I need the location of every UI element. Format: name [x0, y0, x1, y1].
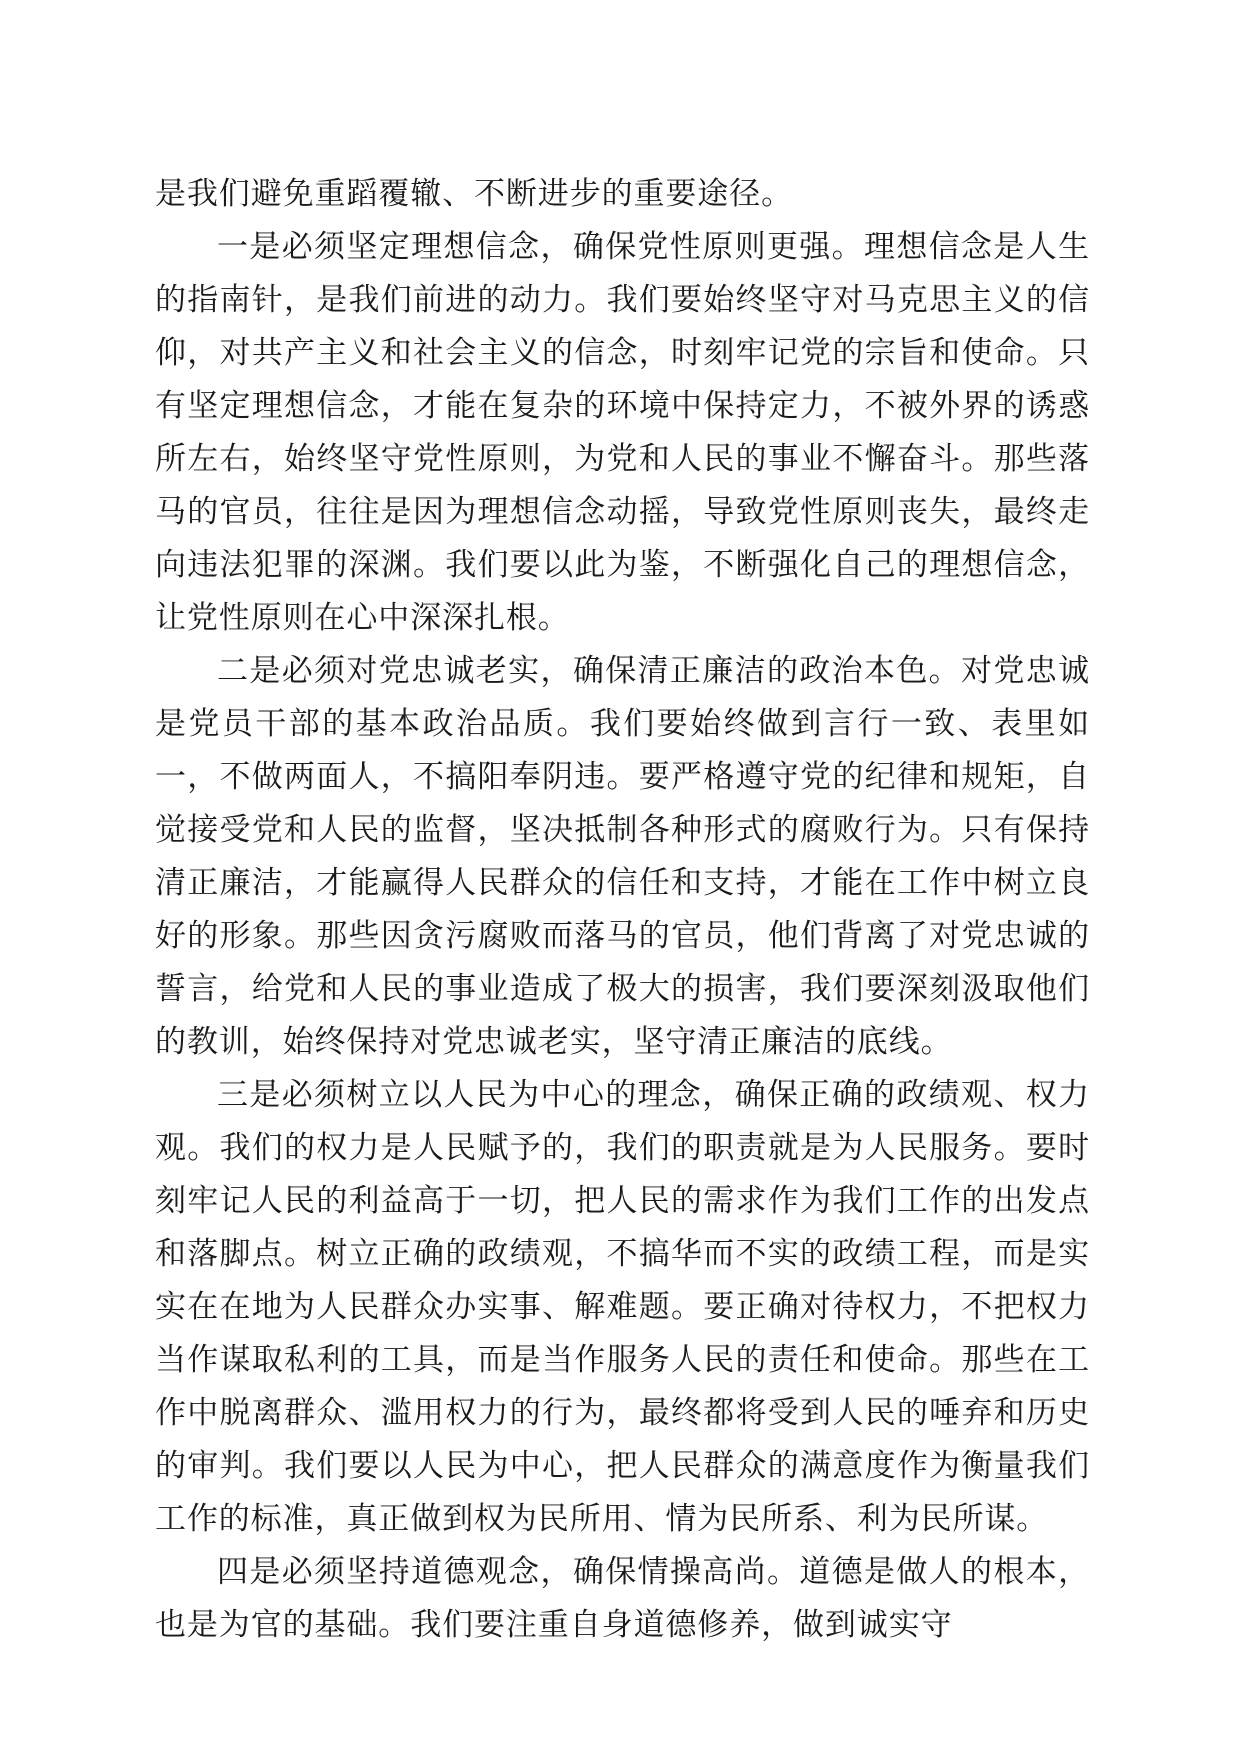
- paragraph-continuation: 是我们避免重蹈覆辙、不断进步的重要途径。: [155, 176, 793, 212]
- paragraph-loyalty-and-integrity: 二是必须对党忠诚老实，确保清正廉洁的政治本色。对党忠诚是党员干部的基本政治品质。我们要始终做到言行一致、表里如一，不做两面人，不搞阳奉阴违。要严格遵守党的纪律和规矩，自觉接受党和人民的监督，坚决抵制各种形式的腐败行为。只有保持清正廉洁，才能赢得人民群众的信任和支持，才能在工作中树立良好的形象。那些因贪污腐败而落马的官员，他们背离了对党忠诚的誓言，给党和人民的事业造成了极大的损害，我们要深刻汲取他们的教训，始终保持对党忠诚老实，坚守清正廉洁的底线。: [155, 653, 1090, 1060]
- document-body: [155, 168, 1090, 1652]
- paragraph-moral-values: 四是必须坚持道德观念，确保情操高尚。道德是做人的根本，也是为官的基础。我们要注重自身道德修养，做到诚实守: [155, 1554, 1090, 1643]
- paragraph-ideals-and-beliefs: 一是必须坚定理想信念，确保党性原则更强。理想信念是人生的指南针，是我们前进的动力。我们要始终坚守对马克思主义的信仰，对共产主义和社会主义的信念，时刻牢记党的宗旨和使命。只有坚定理想信念，才能在复杂的环境中保持定力，不被外界的诱惑所左右，始终坚守党性原则，为党和人民的事业不懈奋斗。那些落马的官员，往往是因为理想信念动摇，导致党性原则丧失，最终走向违法犯罪的深渊。我们要以此为鉴，不断强化自己的理想信念，让党性原则在心中深深扎根。: [155, 229, 1090, 636]
- paragraph-people-centered: 三是必须树立以人民为中心的理念，确保正确的政绩观、权力观。我们的权力是人民赋予的，我们的职责就是为人民服务。要时刻牢记人民的利益高于一切，把人民的需求作为我们工作的出发点和落脚点。树立正确的政绩观，不搞华而不实的政绩工程，而是实实在在地为人民群众办实事、解难题。要正确对待权力，不把权力当作谋取私利的工具，而是当作服务人民的责任和使命。那些在工作中脱离群众、滥用权力的行为，最终都将受到人民的唾弃和历史的审判。我们要以人民为中心，把人民群众的满意度作为衡量我们工作的标准，真正做到权为民所用、情为民所系、利为民所谋。: [155, 1077, 1090, 1537]
